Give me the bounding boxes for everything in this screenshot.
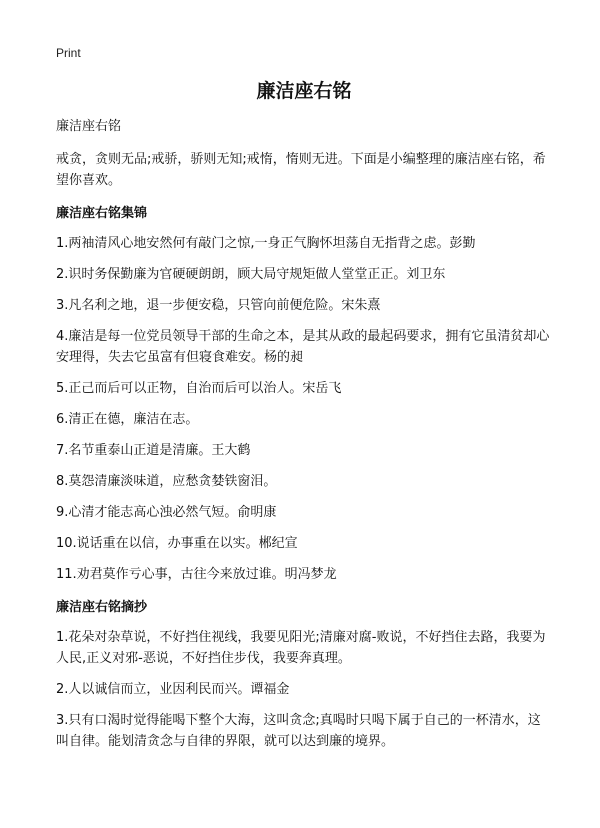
page-title: 廉洁座右铭 <box>256 80 352 102</box>
list-item: 6.清正在德，廉洁在志。 <box>56 412 199 427</box>
section-heading: 廉洁座右铭集锦 <box>56 206 148 221</box>
list-item: 9.心清才能志高心浊必然气短。俞明康 <box>56 505 277 520</box>
section-collection <box>56 205 552 585</box>
list-item: 1.花朵对杂草说，不好挡住视线，我要见阳光;清廉对腐-败说，不好挡住去路，我要为人民,正义对邪-恶说，不好挡住步伐，我要奔真理。 <box>56 630 546 666</box>
list-item: 2.人以诚信而立，业因利民而兴。谭福金 <box>56 682 290 697</box>
document-body <box>56 76 552 752</box>
motto-list <box>56 233 552 585</box>
document-intro: 戒贪，贪则无品;戒骄，骄则无知;戒惰，惰则无进。下面是小编整理的廉洁座右铭，希望你喜欢。 <box>56 152 546 188</box>
list-item: 10.说话重在以信，办事重在以实。郴纪宣 <box>56 536 298 551</box>
section-excerpts <box>56 599 552 752</box>
list-item: 3.只有口渴时觉得能喝下整个大海，这叫贪念;真喝时只喝下属于自己的一杯清水，这叫自律。能划清贪念与自律的界限，就可以达到廉的境界。 <box>56 713 541 749</box>
list-item: 4.廉洁是每一位党员领导干部的生命之本，是其从政的最起码要求，拥有它虽清贫却心安理得，失去它虽富有但寝食难安。杨的昶 <box>56 329 550 365</box>
list-item: 7.名节重泰山正道是清廉。王大鹤 <box>56 443 251 458</box>
list-item: 8.莫怨清廉淡味道，应愁贪婪铁窗泪。 <box>56 474 277 489</box>
list-item: 5.正己而后可以正物，自治而后可以治人。宋岳飞 <box>56 381 342 396</box>
motto-list <box>56 627 552 752</box>
list-item: 11.劝君莫作亏心事，古往今来放过谁。明冯梦龙 <box>56 567 337 582</box>
list-item: 1.两袖清风心地安然何有敲门之惊,一身正气胸怀坦荡自无指背之虑。彭勤 <box>56 236 476 251</box>
document-subtitle: 廉洁座右铭 <box>56 119 122 134</box>
list-item: 2.识时务保勤廉为官硬硬朗朗，顾大局守规矩做人堂堂正正。刘卫东 <box>56 267 446 282</box>
list-item: 3.凡名利之地，退一步便安稳，只管向前便危险。宋朱熹 <box>56 298 381 313</box>
section-heading: 廉洁座右铭摘抄 <box>56 600 148 615</box>
print-link[interactable]: Print <box>56 46 81 60</box>
